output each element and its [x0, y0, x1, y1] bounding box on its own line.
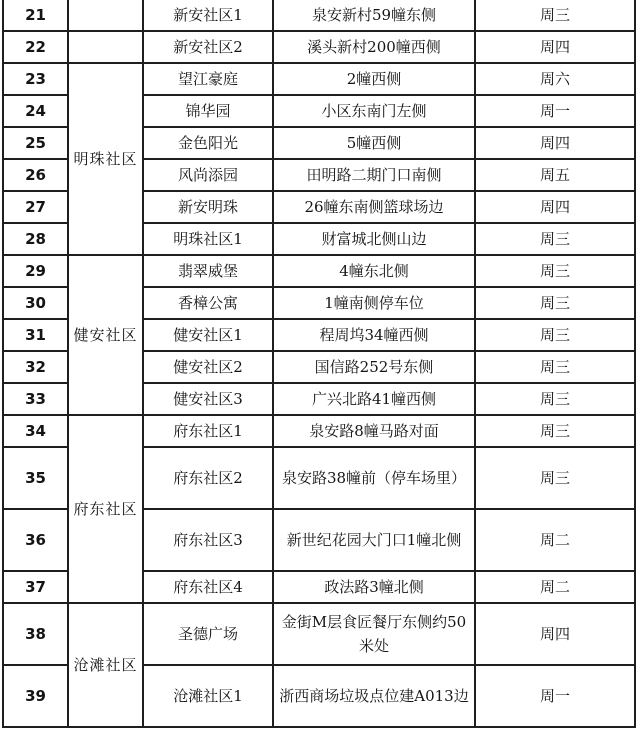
collection-day: 周四	[475, 127, 635, 159]
row-number: 36	[3, 509, 68, 571]
site-name: 健安社区3	[143, 383, 273, 415]
collection-day: 周三	[475, 255, 635, 287]
location: 金街M层食匠餐厅东侧约50米处	[273, 603, 475, 665]
site-name: 锦华园	[143, 95, 273, 127]
community-name: 府东社区	[68, 415, 143, 603]
row-number: 23	[3, 63, 68, 95]
location: 泉安路38幢前（停车场里）	[273, 447, 475, 509]
table-row	[3, 31, 635, 63]
location: 新世纪花园大门口1幢北侧	[273, 509, 475, 571]
location: 广兴北路41幢西侧	[273, 383, 475, 415]
site-name: 香樟公寓	[143, 287, 273, 319]
row-number: 38	[3, 603, 68, 665]
site-name: 沧滩社区1	[143, 665, 273, 727]
location: 程周坞34幢西侧	[273, 319, 475, 351]
collection-day: 周一	[475, 665, 635, 727]
community-name: 健安社区	[68, 255, 143, 415]
site-name: 府东社区4	[143, 571, 273, 603]
site-name: 健安社区1	[143, 319, 273, 351]
site-name: 新安社区1	[143, 0, 273, 31]
table-row	[3, 63, 635, 95]
location: 溪头新村200幢西侧	[273, 31, 475, 63]
collection-day: 周二	[475, 571, 635, 603]
row-number: 30	[3, 287, 68, 319]
row-number: 21	[3, 0, 68, 31]
community-cell	[68, 0, 143, 31]
location: 26幢东南侧篮球场边	[273, 191, 475, 223]
community-name: 明珠社区	[68, 63, 143, 255]
collection-schedule-table	[2, 0, 636, 728]
row-number: 22	[3, 31, 68, 63]
collection-day: 周三	[475, 447, 635, 509]
site-name: 健安社区2	[143, 351, 273, 383]
row-number: 32	[3, 351, 68, 383]
location: 国信路252号东侧	[273, 351, 475, 383]
row-number: 24	[3, 95, 68, 127]
table-row	[3, 603, 635, 665]
table-row	[3, 255, 635, 287]
location: 田明路二期门口南侧	[273, 159, 475, 191]
site-name: 府东社区3	[143, 509, 273, 571]
community-cell	[68, 31, 143, 63]
collection-day: 周一	[475, 95, 635, 127]
site-name: 圣德广场	[143, 603, 273, 665]
site-name: 府东社区1	[143, 415, 273, 447]
location: 浙西商场垃圾点位建A013边	[273, 665, 475, 727]
collection-day: 周二	[475, 509, 635, 571]
table-row	[3, 0, 635, 31]
row-number: 25	[3, 127, 68, 159]
row-number: 34	[3, 415, 68, 447]
collection-day: 周三	[475, 287, 635, 319]
site-name: 金色阳光	[143, 127, 273, 159]
site-name: 翡翠威堡	[143, 255, 273, 287]
site-name: 明珠社区1	[143, 223, 273, 255]
location: 小区东南门左侧	[273, 95, 475, 127]
row-number: 35	[3, 447, 68, 509]
location: 4幢东北侧	[273, 255, 475, 287]
row-number: 39	[3, 665, 68, 727]
collection-day: 周三	[475, 319, 635, 351]
row-number: 29	[3, 255, 68, 287]
location: 泉安新村59幢东侧	[273, 0, 475, 31]
site-name: 新安社区2	[143, 31, 273, 63]
collection-day: 周四	[475, 603, 635, 665]
row-number: 26	[3, 159, 68, 191]
collection-day: 周三	[475, 223, 635, 255]
row-number: 28	[3, 223, 68, 255]
collection-day: 周三	[475, 351, 635, 383]
collection-day: 周三	[475, 0, 635, 31]
collection-day: 周五	[475, 159, 635, 191]
collection-day: 周三	[475, 415, 635, 447]
collection-day: 周四	[475, 191, 635, 223]
location: 政法路3幢北侧	[273, 571, 475, 603]
location: 财富城北侧山边	[273, 223, 475, 255]
location: 1幢南侧停车位	[273, 287, 475, 319]
table-row	[3, 415, 635, 447]
row-number: 27	[3, 191, 68, 223]
location: 泉安路8幢马路对面	[273, 415, 475, 447]
collection-day: 周四	[475, 31, 635, 63]
collection-day: 周六	[475, 63, 635, 95]
row-number: 31	[3, 319, 68, 351]
location: 2幢西侧	[273, 63, 475, 95]
collection-day: 周三	[475, 383, 635, 415]
location: 5幢西侧	[273, 127, 475, 159]
site-name: 风尚添园	[143, 159, 273, 191]
site-name: 府东社区2	[143, 447, 273, 509]
row-number: 37	[3, 571, 68, 603]
site-name: 新安明珠	[143, 191, 273, 223]
row-number: 33	[3, 383, 68, 415]
site-name: 望江豪庭	[143, 63, 273, 95]
community-name: 沧滩社区	[68, 603, 143, 727]
